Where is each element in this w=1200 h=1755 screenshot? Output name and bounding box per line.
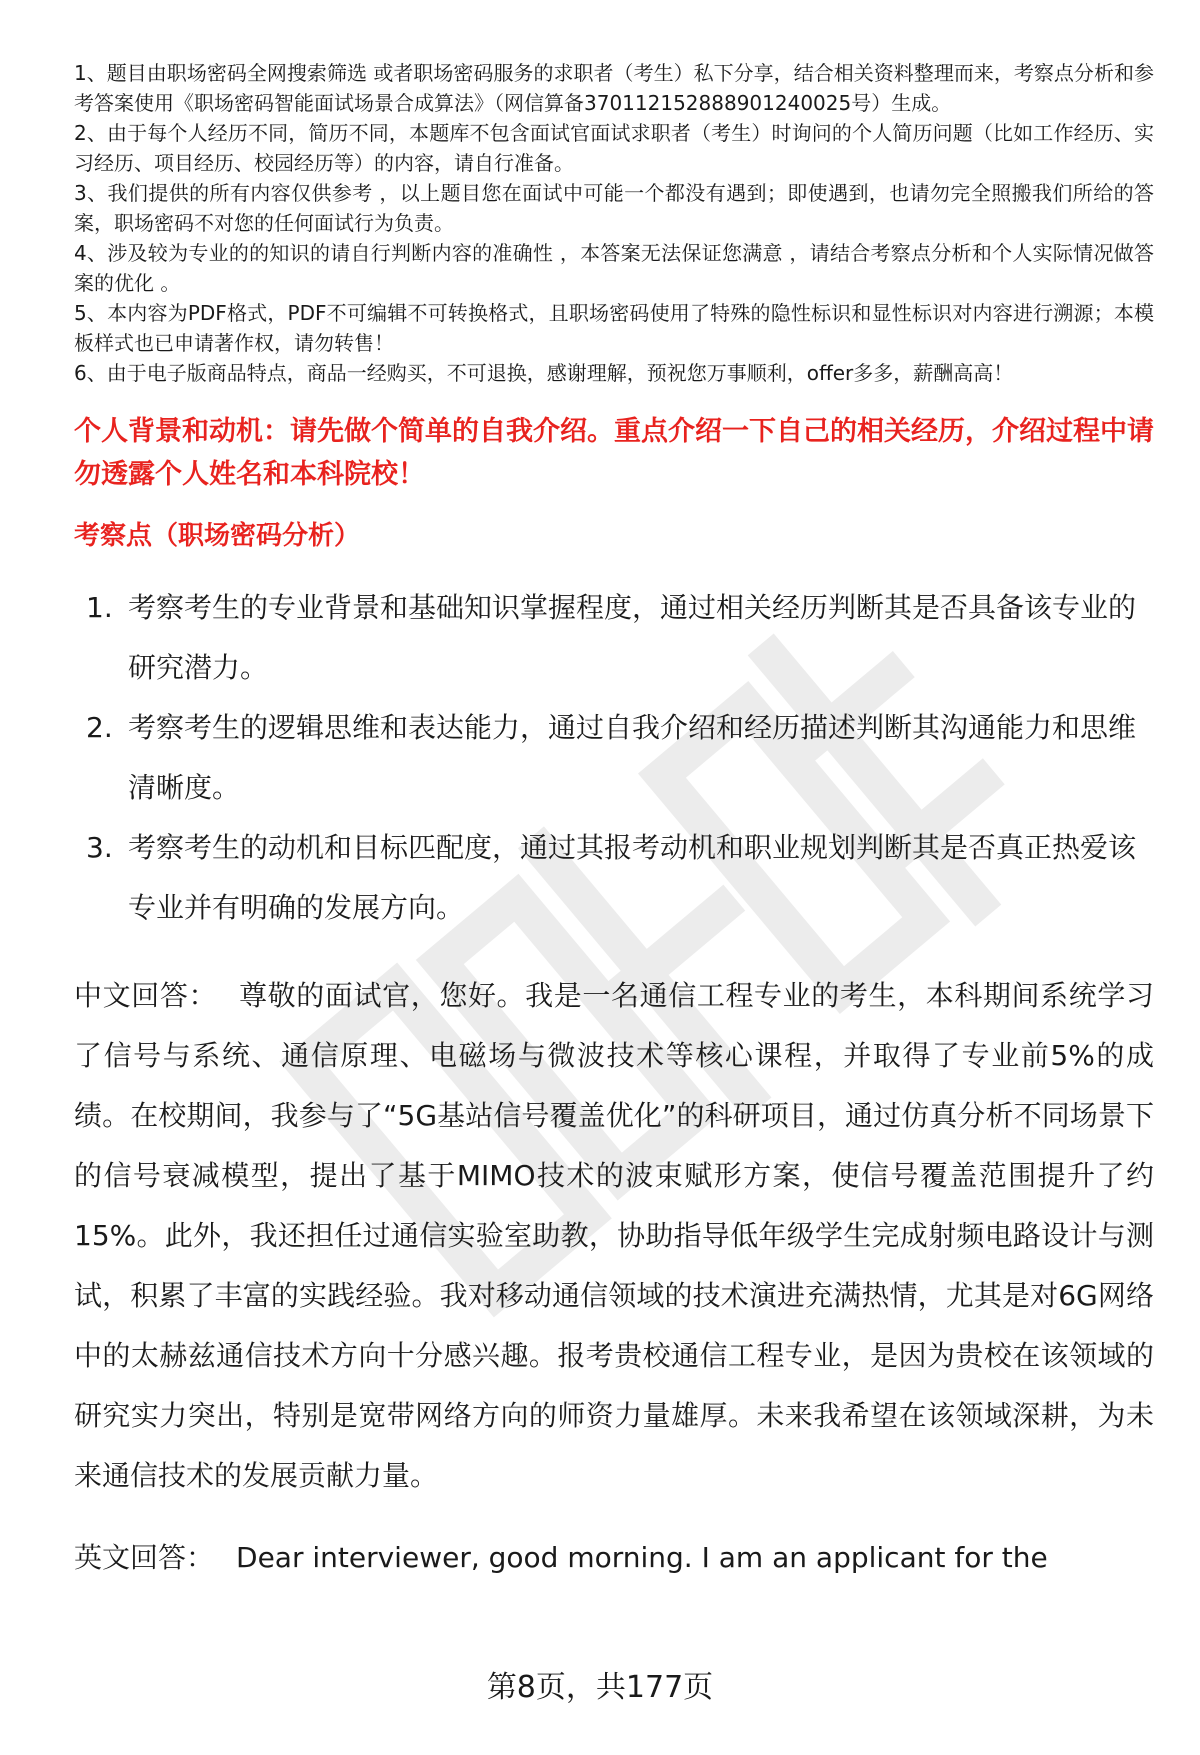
analysis-point [74, 698, 1154, 818]
chinese-answer-text: 尊敬的面试官，您好。我是一名通信工程专业的考生，本科期间系统学习了信号与系统、通信原理、电磁场与微波技术等核心课程，并取得了专业前5%的成绩。在校期间，我参与了“5G基站信号覆盖优化”的科研项目，通过仿真分析不同场景下的信号衰减模型，提出了基于MIMO技术的波束赋形方案，使信号覆盖范围提升了约15%。此外，我还担任过通信实验室助教，协助指导低年级学生完成射频电路设计与测试，积累了丰富的实践经验。我对移动通信领域的技术演进充满热情，尤其是对6G网络中的太赫兹通信技术方向十分感兴趣。报考贵校通信工程专业，是因为贵校在该领域的研究实力突出，特别是宽带网络方向的师资力量雄厚。未来我希望在该领域深耕，为未来通信技术的发展贡献力量。 [74, 979, 1154, 1492]
disclaimer-item: 2、由于每个人经历不同，简历不同，本题库不包含面试官面试求职者（考生）时询问的个人简历问题（比如工作经历、实习经历、项目经历、校园经历等）的内容，请自行准备。 [74, 121, 1154, 175]
english-answer-label: 英文回答： [74, 1541, 215, 1574]
point-text: 考察考生的专业背景和基础知识掌握程度，通过相关经历判断其是否具备该专业的研究潜力。 [128, 591, 1137, 684]
disclaimer-item: 4、涉及较为专业的的知识的请自行判断内容的准确性 ，本答案无法保证您满意 ，请结合考察点分析和个人实际情况做答案的优化 。 [74, 241, 1154, 295]
chinese-answer [74, 966, 1154, 1506]
point-number: 2. [86, 711, 113, 744]
analysis-points [74, 578, 1154, 938]
disclaimer-item: 3、我们提供的所有内容仅供参考 ，以上题目您在面试中可能一个都没有遇到；即使遇到，也请勿完全照搬我们所给的答案，职场密码不对您的任何面试行为负责。 [74, 181, 1154, 235]
page-content [74, 58, 1154, 1588]
point-number: 3. [86, 831, 113, 864]
english-answer [74, 1528, 1154, 1588]
interview-question: 个人背景和动机：请先做个简单的自我介绍。重点介绍一下自己的相关经历，介绍过程中请勿透露个人姓名和本科院校！ [74, 416, 1154, 490]
english-answer-text: Dear interviewer, good morning. I am an applicant for the [236, 1541, 1048, 1574]
disclaimer-item: 5、本内容为PDF格式，PDF不可编辑不可转换格式，且职场密码使用了特殊的隐性标识和显性标识对内容进行溯源；本模板样式也已申请著作权，请勿转售！ [74, 301, 1154, 355]
chinese-answer-label: 中文回答： [74, 979, 218, 1012]
analysis-point [74, 578, 1154, 698]
point-text: 考察考生的动机和目标匹配度，通过其报考动机和职业规划判断其是否真正热爱该专业并有明确的发展方向。 [128, 831, 1137, 924]
disclaimer-item: 6、由于电子版商品特点，商品一经购买，不可退换，感谢理解，预祝您万事顺利，offer多多，薪酬高高！ [74, 361, 1014, 385]
point-text: 考察考生的逻辑思维和表达能力，通过自我介绍和经历描述判断其沟通能力和思维清晰度。 [128, 711, 1137, 804]
analysis-heading: 考察点（职场密码分析） [74, 521, 361, 551]
disclaimer-list [74, 58, 1154, 388]
page-number: 第8页，共177页 [486, 1670, 714, 1705]
disclaimer-item: 1、题目由职场密码全网搜索筛选 或者职场密码服务的求职者（考生）私下分享，结合相关资料整理而来，考察点分析和参考答案使用《职场密码智能面试场景合成算法》（网信算备370112152888901240025号）生成。 [74, 61, 1154, 115]
analysis-point [74, 818, 1154, 938]
point-number: 1. [86, 591, 113, 624]
